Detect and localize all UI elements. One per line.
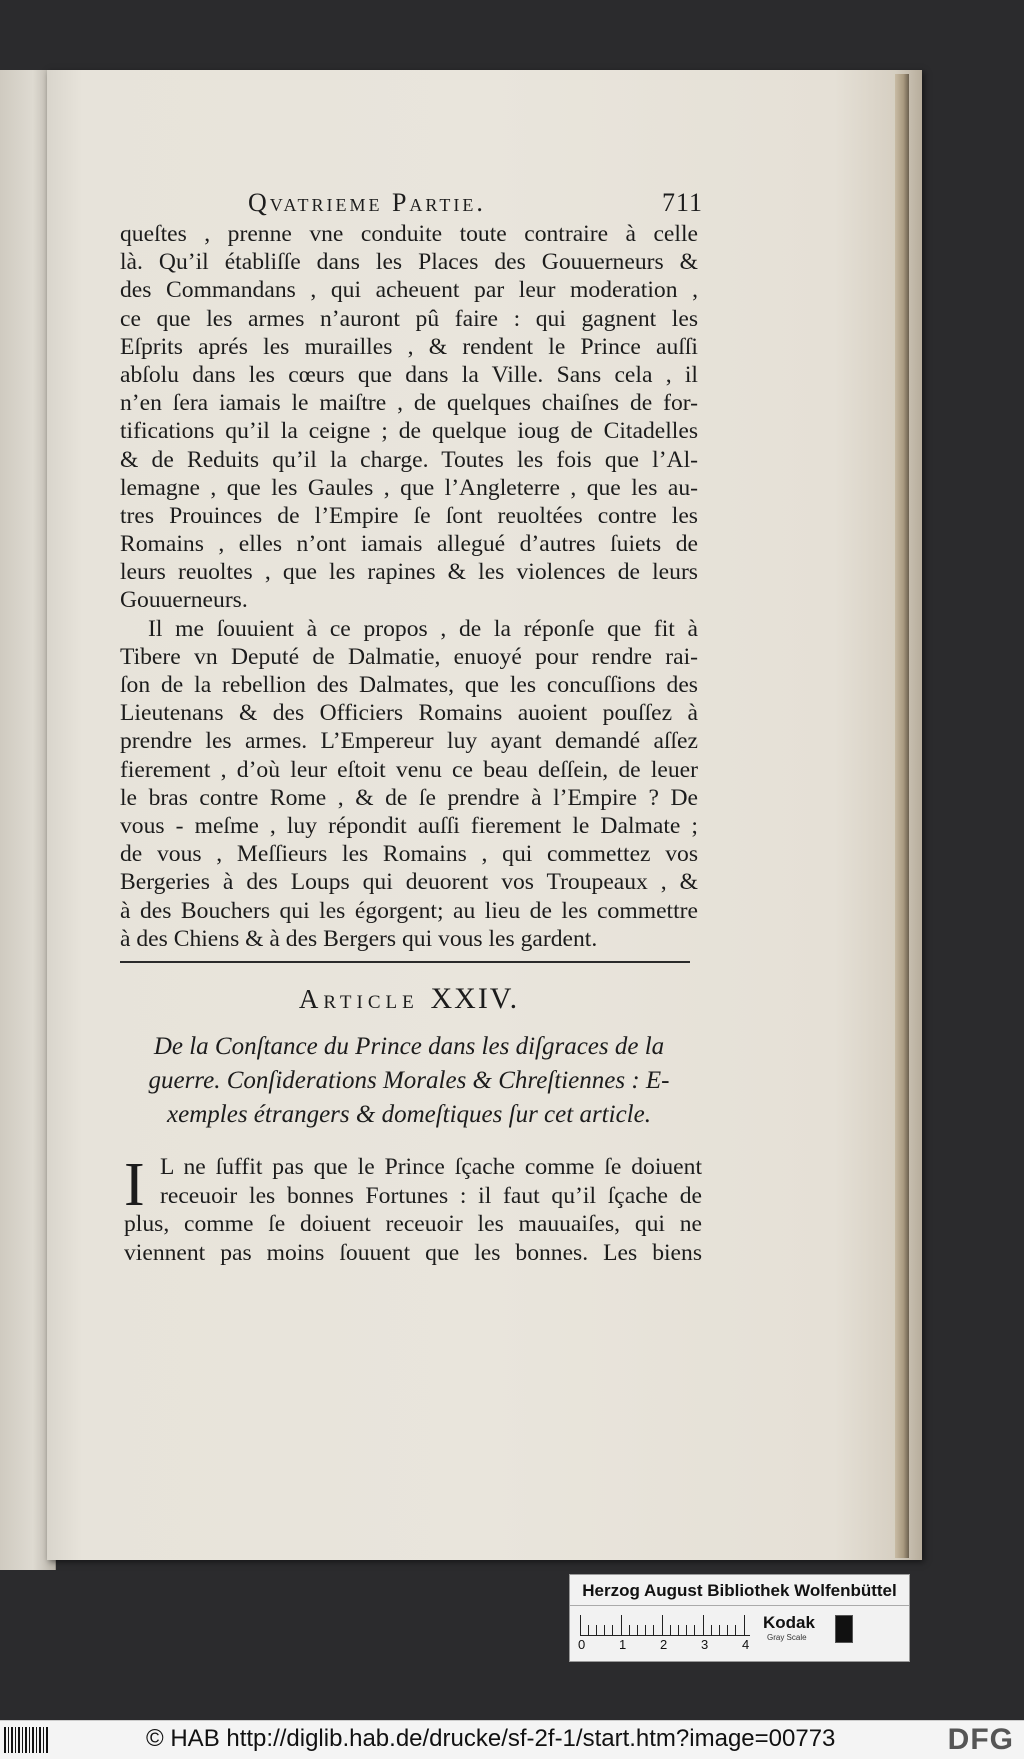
ruler-number: 0 xyxy=(578,1637,586,1652)
subtitle-line: guerre. Conſiderations Morales & Chreſtiennes : E- xyxy=(148,1067,670,1094)
text-line: tres Prouinces de l’Empire ſe ſont reuoltées contre les xyxy=(120,502,698,529)
text-line: là. Qu’il établiſſe dans les Places des Gouuerneurs & xyxy=(120,249,698,276)
text-line: receuoir les bonnes Fortunes : il faut qu’il ſçache de xyxy=(160,1182,702,1209)
text-line: fierement , d’où leur eſtoit venu ce beau deſſein, de leuer xyxy=(120,756,698,783)
page-number: 711 xyxy=(661,188,703,217)
text-line: prendre les armes. L’Empereur luy ayant demandé aſſez xyxy=(120,728,698,755)
article-subtitle xyxy=(120,1030,698,1132)
ruler-scale xyxy=(580,1613,750,1636)
text-line: de vous , Meſſieurs les Romains , qui commettez vos xyxy=(120,841,698,868)
text-line: lemagne , que les Gaules , que l’Angleterre , que les au- xyxy=(120,474,698,501)
kodak-logo: Kodak xyxy=(763,1613,815,1632)
text-line: à des Bouchers qui les égorgent; au lieu de les commettre xyxy=(120,897,698,924)
text-line: abſolu dans les cœurs que dans la Ville. Sans cela , il xyxy=(120,361,698,388)
text-line: Lieutenans & des Officiers Romains auoient pouſſez à xyxy=(120,700,698,727)
article-label: Article xyxy=(298,984,419,1014)
text-line: Il me ſouuient à ce propos , de la réponſe que fit à xyxy=(148,615,698,642)
color-reference-card xyxy=(569,1574,910,1662)
main-text xyxy=(120,220,698,953)
text-line: n’en ſera iamais le maiſtre , de quelques chaiſnes de for- xyxy=(120,390,698,417)
ruler-number: 2 xyxy=(660,1637,668,1652)
article-number: XXIV. xyxy=(430,982,520,1015)
ruler-number: 3 xyxy=(701,1637,709,1652)
section-text xyxy=(124,1153,702,1267)
text-line: ce que les armes n’auront pû faire : qui gagnent les xyxy=(120,305,698,332)
source-url[interactable]: © HAB http://diglib.hab.de/drucke/sf-2f-1/start.htm?image=00773 xyxy=(146,1725,836,1752)
viewer-footer xyxy=(0,1720,1024,1759)
text-line: L ne ſuffit pas que le Prince ſçache comme ſe doiuent xyxy=(160,1154,702,1180)
drop-cap: I xyxy=(124,1151,145,1219)
subtitle-line: De la Conſtance du Prince dans les diſgraces de la xyxy=(153,1033,665,1060)
library-name: Herzog August Bibliothek Wolfenbüttel xyxy=(570,1581,909,1606)
text-line: le bras contre Rome , & de ſe prendre à l’Empire ? De xyxy=(120,784,698,811)
ruler-number: 1 xyxy=(619,1637,627,1652)
text-line: vous - meſme , luy répondit auſſi fierement le Dalmate ; xyxy=(120,812,698,839)
text-line: Gouuerneurs. xyxy=(120,587,248,614)
text-line: Bergeries à des Loups qui deuorent vos Troupeaux , & xyxy=(120,869,698,896)
text-line: queſtes , prenne vne conduite toute contraire à celle xyxy=(120,221,698,247)
text-line: viennent pas moins ſouuent que les bonnes. Les biens xyxy=(124,1239,702,1266)
gray-scale-label: Gray Scale xyxy=(767,1633,807,1642)
text-line: plus, comme ſe doiuent receuoir les mauuaiſes, qui ne xyxy=(124,1211,702,1237)
text-line: & de Reduits qu’il la charge. Toutes les fois que l’Al- xyxy=(120,446,698,473)
text-line: Tibere vn Deputé de Dalmatie, enuoyé pour rendre rai- xyxy=(120,643,698,670)
running-head-title: Qvatrieme Partie. xyxy=(248,188,486,217)
page-fore-edge xyxy=(895,74,909,1558)
barcode-icon xyxy=(4,1727,48,1753)
article-heading xyxy=(120,982,698,1016)
text-line: Eſprits aprés les murailles , & rendent le Prince auſſi xyxy=(120,333,698,360)
text-line: tifications qu’il la ceigne ; de quelque ioug de Citadelles xyxy=(120,418,698,445)
subtitle-line: xemples étrangers & domeſtiques ſur cet article. xyxy=(167,1101,651,1128)
running-head xyxy=(248,188,703,218)
gray-patch xyxy=(835,1615,853,1643)
ruler-number: 4 xyxy=(742,1637,750,1652)
text-line: leurs reuoltes , que les rapines & les violences de leurs xyxy=(120,559,698,586)
text-line: à des Chiens & à des Bergers qui vous les gardent. xyxy=(120,925,598,952)
text-line: des Commandans , qui acheuent par leur moderation , xyxy=(120,277,698,304)
text-line: Romains , elles n’ont iamais allegué d’autres ſuiets de xyxy=(120,531,698,558)
section-divider xyxy=(120,961,690,965)
dfg-logo: DFG xyxy=(947,1723,1014,1756)
text-line: ſon de la rebellion des Dalmates, que les concuſſions des xyxy=(120,672,698,698)
